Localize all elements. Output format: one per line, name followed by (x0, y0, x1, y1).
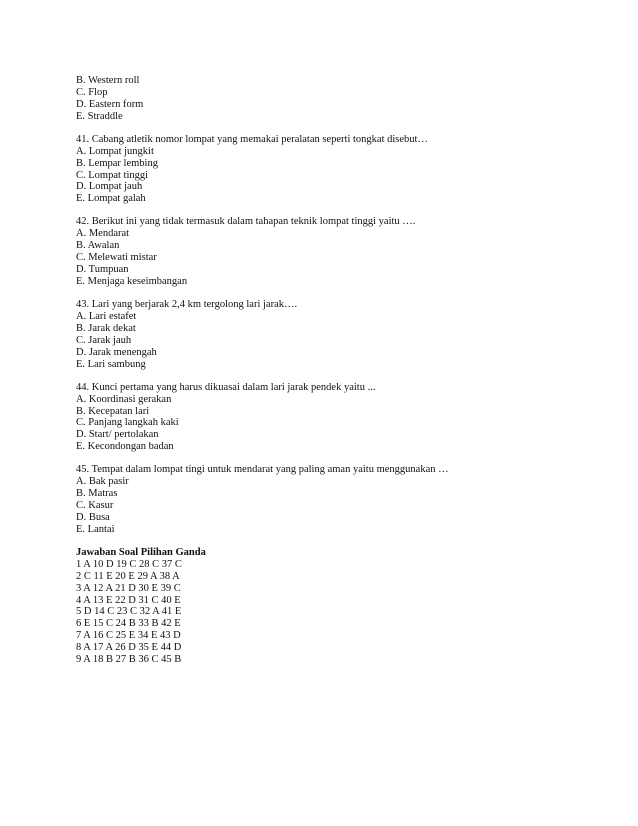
answer-key-row: 6 E 15 C 24 B 33 B 42 E (76, 618, 181, 630)
option-line: D. Eastern form (76, 98, 144, 110)
question-45 (76, 464, 596, 535)
option-line: C. Jarak jauh (76, 334, 132, 346)
answer-key-title: Jawaban Soal Pilihan Ganda (76, 546, 206, 558)
answer-key-row: 7 A 16 C 25 E 34 E 43 D (76, 630, 181, 642)
option-line: B. Awalan (76, 240, 120, 252)
option-line: D. Tumpuan (76, 264, 129, 276)
answer-key-row: 3 A 12 A 21 D 30 E 39 C (76, 582, 181, 594)
question-44 (76, 382, 596, 453)
option-line: A. Bak pasir (76, 476, 129, 488)
option-line: B. Western roll (76, 75, 140, 86)
question-43 (76, 299, 596, 370)
answer-key-row: 9 A 18 B 27 B 36 C 45 B (76, 654, 182, 666)
answer-key-row: 8 A 17 A 26 D 35 E 44 D (76, 642, 182, 654)
answer-key-row: 5 D 14 C 23 C 32 A 41 E (76, 606, 182, 618)
question-stem: 42. Berikut ini yang tidak termasuk dalam tahapan teknik lompat tinggi yaitu …. (76, 216, 416, 228)
option-line: C. Flop (76, 86, 108, 98)
question-42 (76, 216, 596, 287)
option-line: D. Lompat jauh (76, 181, 143, 193)
intro-options (76, 75, 596, 123)
option-line: C. Panjang langkah kaki (76, 417, 179, 429)
option-line: C. Melewati mistar (76, 252, 157, 264)
option-line: B. Kecepatan lari (76, 405, 150, 417)
option-line: E. Straddle (76, 110, 123, 122)
answer-key-row: 4 A 13 E 22 D 31 C 40 E (76, 594, 181, 606)
question-stem: 45. Tempat dalam lompat tingi untuk mendarat yang paling aman yaitu menggunakan … (76, 464, 449, 476)
option-line: E. Kecondongan badan (76, 441, 174, 453)
option-line: E. Menjaga keseimbangan (76, 275, 188, 287)
question-stem: 43. Lari yang berjarak 2,4 km tergolong lari jarak…. (76, 299, 298, 311)
option-line: E. Lompat galah (76, 193, 146, 205)
option-line: D. Jarak menengah (76, 346, 157, 358)
option-line: B. Matras (76, 488, 118, 500)
page-content (76, 75, 596, 677)
answer-key (76, 547, 596, 666)
option-line: A. Lompat jungkit (76, 145, 154, 157)
option-line: C. Kasur (76, 500, 114, 512)
option-line: B. Lempar lembing (76, 157, 158, 169)
question-stem: 41. Cabang atletik nomor lompat yang memakai peralatan seperti tongkat disebut… (76, 133, 428, 145)
option-line: D. Busa (76, 511, 110, 523)
option-line: B. Jarak dekat (76, 322, 136, 334)
answer-key-row: 1 A 10 D 19 C 28 C 37 C (76, 558, 182, 570)
question-stem: 44. Kunci pertama yang harus dikuasai dalam lari jarak pendek yaitu ... (76, 381, 376, 393)
option-line: A. Mendarat (76, 228, 130, 240)
option-line: D. Start/ pertolakan (76, 429, 159, 441)
option-line: C. Lompat tinggi (76, 169, 149, 181)
answer-key-row: 2 C 11 E 20 E 29 A 38 A (76, 570, 180, 582)
option-line: E. Lantai (76, 523, 115, 535)
option-line: A. Koordinasi gerakan (76, 393, 172, 405)
option-line: E. Lari sambung (76, 358, 146, 370)
option-line: A. Lari estafet (76, 310, 137, 322)
question-41 (76, 134, 596, 205)
